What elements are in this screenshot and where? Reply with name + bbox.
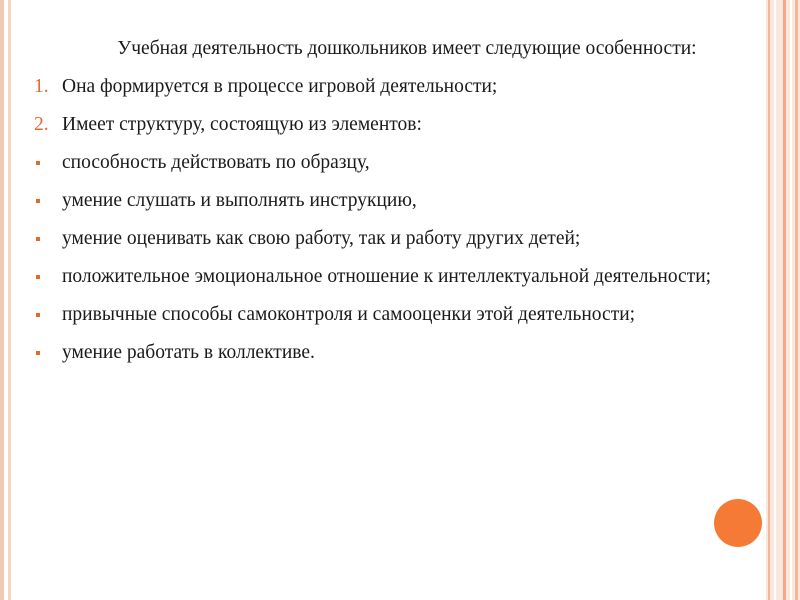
bullet-icon xyxy=(36,199,40,203)
list-item-text: умение слушать и выполнять инструкцию, xyxy=(62,190,417,211)
list-item-bullet xyxy=(32,148,722,178)
right-border-line xyxy=(768,0,770,600)
list-item-numbered xyxy=(32,110,722,140)
left-border-strip-inner xyxy=(8,0,11,600)
right-border-line xyxy=(783,0,786,600)
slide-content xyxy=(32,34,722,376)
list-item-bullet xyxy=(32,300,722,330)
orange-circle-decoration xyxy=(714,499,762,547)
right-border-line xyxy=(795,0,798,600)
bullet-icon xyxy=(36,313,40,317)
bullet-icon xyxy=(36,351,40,355)
list-item-text: умение работать в коллективе. xyxy=(62,342,315,363)
bullet-icon xyxy=(36,237,40,241)
list-number: 1. xyxy=(34,76,49,97)
list-item-bullet xyxy=(32,262,722,292)
right-border-line xyxy=(790,0,792,600)
slide-heading: Учебная деятельность дошкольников имеет следующие особенности: xyxy=(117,38,697,59)
right-border-line xyxy=(774,0,776,600)
list-item-numbered xyxy=(32,72,722,102)
list-item-text: привычные способы самоконтроля и самооценки этой деятельности; xyxy=(62,304,636,325)
list-item-bullet xyxy=(32,224,722,254)
list-item-text: Она формируется в процессе игровой деятельности; xyxy=(62,76,498,97)
list-item-text: Имеет структуру, состоящую из элементов: xyxy=(62,114,422,135)
list-item-text: умение оценивать как свою работу, так и работу других детей; xyxy=(62,228,581,249)
list-item-text: способность действовать по образцу, xyxy=(62,152,370,173)
list-number: 2. xyxy=(34,114,49,135)
left-border-strip xyxy=(0,0,4,600)
list-item-text: положительное эмоциональное отношение к интеллектуальной деятельности; xyxy=(62,266,712,287)
list-item-bullet xyxy=(32,338,722,368)
bullet-icon xyxy=(36,275,40,279)
list-item-bullet xyxy=(32,186,722,216)
bullet-icon xyxy=(36,161,40,165)
